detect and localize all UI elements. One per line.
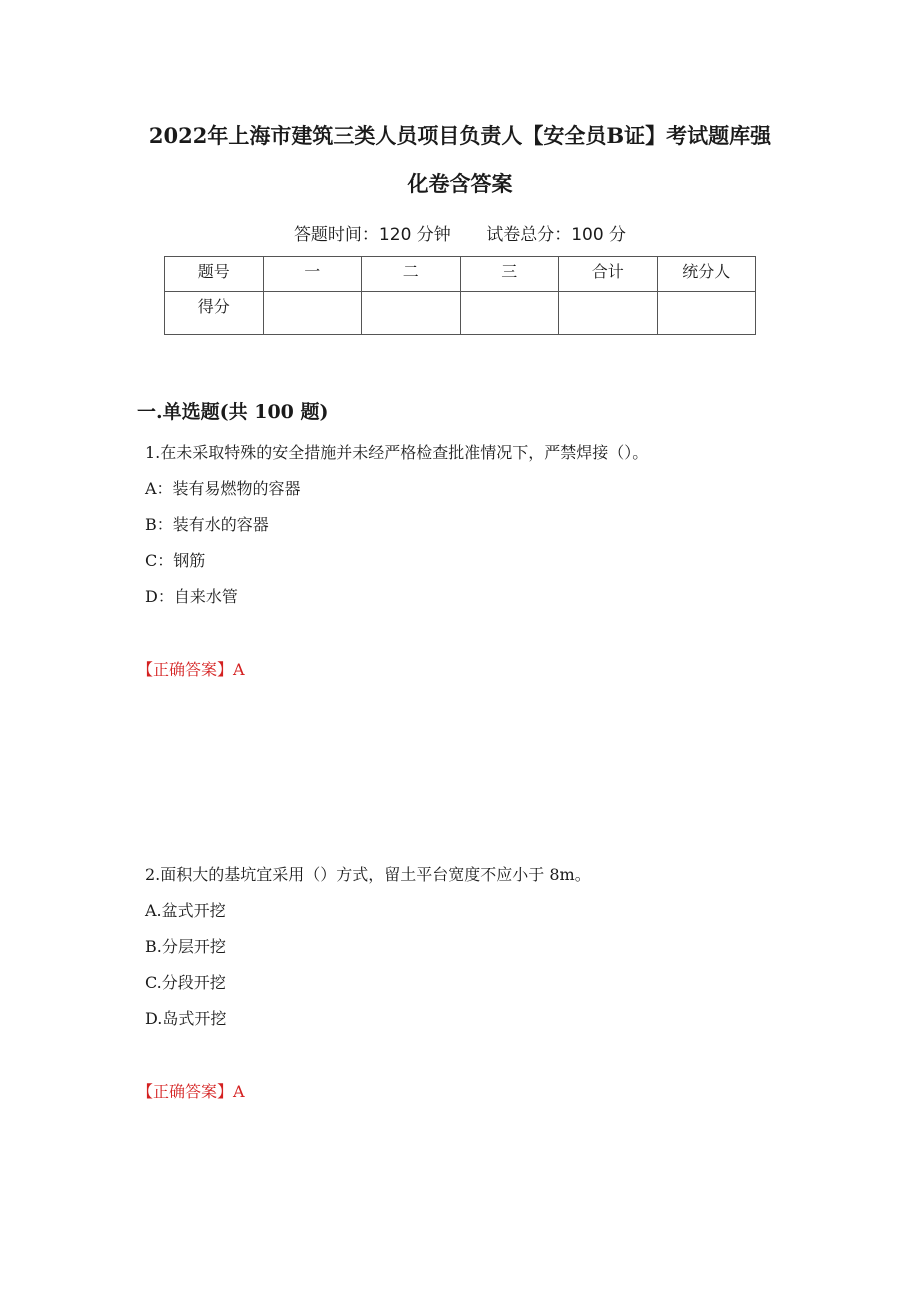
question-option: D：自来水管: [145, 587, 238, 606]
document-title-line-2: 化卷含答案: [407, 171, 513, 196]
exam-time: 答题时间：120 分钟: [293, 225, 451, 245]
score-cell: [559, 292, 658, 335]
question-option: D.岛式开挖: [145, 1009, 227, 1028]
exam-total-score: 试卷总分：100 分: [486, 225, 627, 245]
score-cell: [460, 292, 559, 335]
question-stem: 2.面积大的基坑宜采用（）方式，留土平台宽度不应小于 8m。: [145, 865, 591, 884]
exam-meta: [0, 220, 920, 245]
score-table-header: 一: [263, 257, 362, 292]
score-table-header: 合计: [559, 257, 658, 292]
score-cell: [657, 292, 756, 335]
score-table-header-row: [165, 257, 756, 292]
correct-answer: 【正确答案】A: [137, 660, 245, 679]
score-table: [164, 256, 756, 335]
question-option: A：装有易燃物的容器: [145, 479, 301, 498]
document-title-line-1: 2022年上海市建筑三类人员项目负责人【安全员B证】考试题库强: [148, 123, 772, 148]
question-option: B：装有水的容器: [145, 515, 269, 534]
score-table-header: 二: [362, 257, 461, 292]
section-heading: 一.单选题(共 100 题): [137, 401, 329, 423]
question-option: C.分段开挖: [145, 973, 226, 992]
question-option: B.分层开挖: [145, 937, 226, 956]
score-cell: [362, 292, 461, 335]
score-cell: [263, 292, 362, 335]
question-stem: 1.在未采取特殊的安全措施并未经严格检查批准情况下，严禁焊接（）。: [145, 443, 649, 462]
question-option: C：钢筋: [145, 551, 206, 570]
score-table-header: 三: [460, 257, 559, 292]
score-table-header: 统分人: [657, 257, 756, 292]
score-table-score-row: [165, 292, 756, 335]
score-row-label: 得分: [165, 292, 264, 335]
score-table-header: 题号: [165, 257, 264, 292]
correct-answer: 【正确答案】A: [137, 1082, 245, 1101]
question-option: A.盆式开挖: [145, 901, 226, 920]
